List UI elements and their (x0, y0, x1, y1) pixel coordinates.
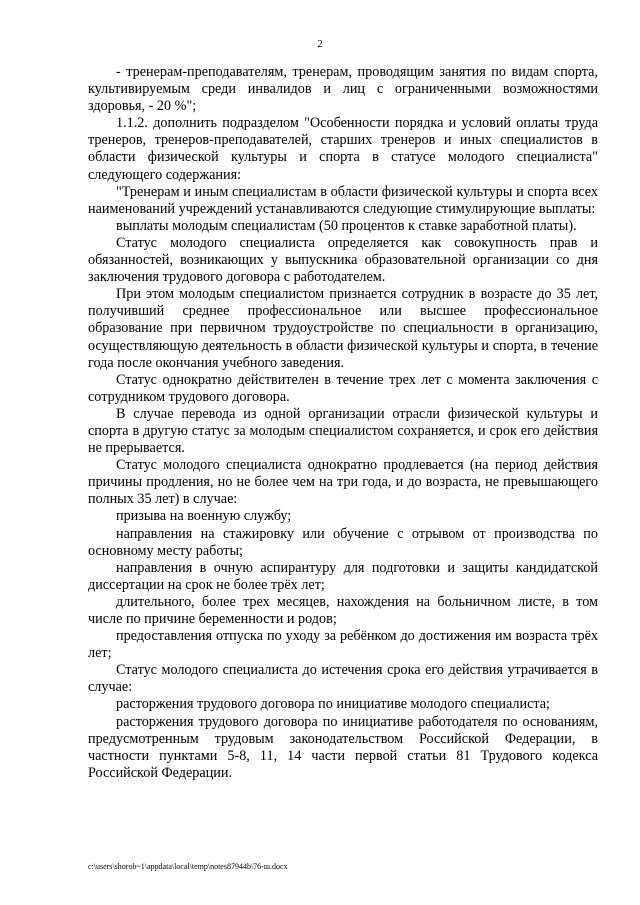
paragraph-status-loss: Статус молодого специалиста до истечения срока его действия утрачивается в случае: (88, 662, 598, 696)
footer-file-path: c:\users\shorob~1\appdata\local\temp\notes87944b\76-ш.docx (88, 862, 288, 871)
paragraph-amendment-1-1-2: 1.1.2. дополнить подразделом "Особенности порядка и условий оплаты труда тренеров, тренеров-преподавателей, старших тренеров и иных специалистов в области физической культуры и спорта в статусе молодого специалиста" следующего содержания: (88, 115, 598, 183)
paragraph-status-definition: Статус молодого специалиста определяется как совокупность прав и обязанностей, возникающих у выпускника образовательной организации со дня заключения трудового договора с работодателем. (88, 234, 598, 286)
list-item-military-service: призыва на военную службу; (116, 508, 292, 525)
page-number: 2 (317, 38, 323, 50)
paragraph-sport-disabled-coaches: - тренерам-преподавателям, тренерам, проводящим занятия по видам спорта, культивируемым среди инвалидов и лиц с ограниченными возможностями здоровья, - 20 %"; (88, 64, 598, 115)
paragraph-young-specialist-criteria: При этом молодым специалистом признается сотрудник в возрасте до 35 лет, получивший среднее профессиональное или высшее профессиональное образование при первичном трудоустройстве по специальности в организацию, осуществляющую деятельность в области физической культуры и спорта, в течение года после окончания учебного заведения. (88, 286, 598, 371)
paragraph-status-validity: Статус однократно действителен в течение трех лет с момента заключения с сотрудником трудового договора. (88, 371, 598, 405)
document-body (88, 64, 598, 782)
list-item-parental-leave: предоставления отпуска по уходу за ребёнком до достижения им возраста трёх лет; (88, 628, 598, 662)
paragraph-incentive-payments: "Тренерам и иным специалистам в области физической культуры и спорта всех наименований учреждений устанавливаются следующие стимулирующие выплаты: (88, 183, 598, 217)
list-item-internship: направления на стажировку или обучение с отрывом от производства по основному месту работы; (88, 525, 598, 559)
paragraph-status-extension: Статус молодого специалиста однократно продлевается (на период действия причины продления, но не более чем на три года, и до возраста, не превышающего полных 35 лет) в случае: (88, 457, 598, 508)
list-item-termination-by-employer: расторжения трудового договора по инициативе работодателя по основаниям, предусмотренным трудовым законодательством Российской Федерации, в частности пунктами 5-8, 11, 14 части первой статьи 81 Трудового кодекса Российской Федерации. (88, 713, 598, 781)
paragraph-young-specialist-payments: выплаты молодым специалистам (50 процентов к ставке заработной платы). (116, 217, 577, 234)
list-item-termination-by-specialist: расторжения трудового договора по инициативе молодого специалиста; (116, 696, 550, 713)
list-item-postgraduate: направления в очную аспирантуру для подготовки и защиты кандидатской диссертации на срок не более трёх лет; (88, 559, 598, 593)
list-item-sick-leave: длительного, более трех месяцев, нахождения на больничном листе, в том числе по причине беременности и родов; (88, 593, 598, 627)
paragraph-transfer: В случае перевода из одной организации отрасли физической культуры и спорта в другую статус за молодым специалистом сохраняется, и срок его действия не прерывается. (88, 405, 598, 457)
